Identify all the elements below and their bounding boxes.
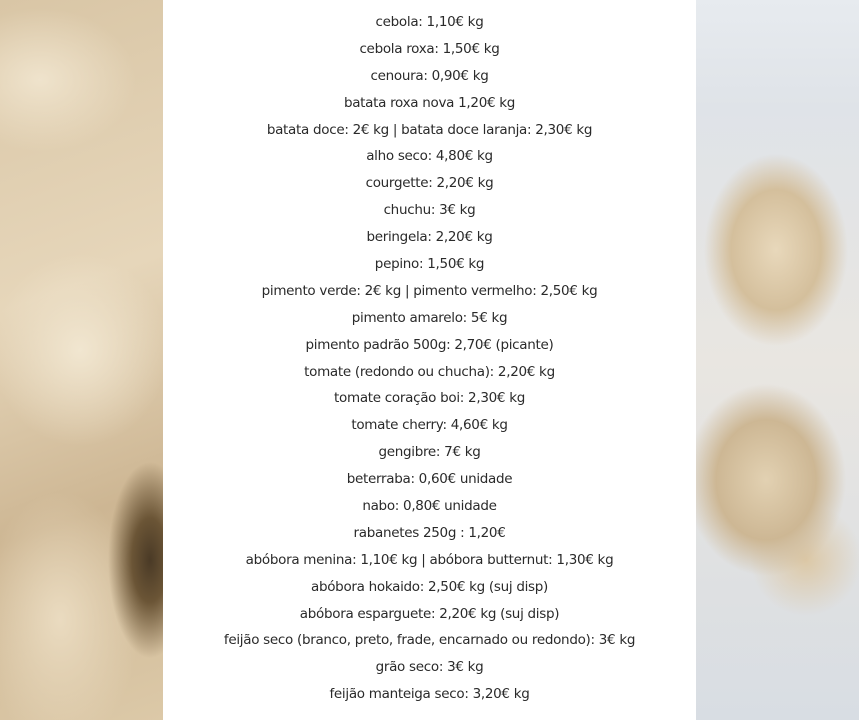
price-list-item: nabo: 0,80€ unidade (362, 498, 497, 515)
price-list-item: pepino: 1,50€ kg (374, 256, 485, 273)
price-list-item: cenoura: 0,90€ kg (370, 67, 489, 84)
price-list-item: tomate (redondo ou chucha): 2,20€ kg (304, 363, 555, 380)
price-list-item: pimento verde: 2€ kg | pimento vermelho: 2,50€ kg (261, 282, 598, 299)
ginger-background-image-right (696, 0, 859, 720)
price-list-item: tomate cherry: 4,60€ kg (351, 417, 508, 434)
price-list-item: beterraba: 0,60€ unidade (346, 471, 513, 488)
price-list-item: chuchu: 3€ kg (383, 202, 476, 219)
price-list-item: cebola: 1,10€ kg (375, 14, 484, 30)
price-list-item: grão seco: 3€ kg (375, 659, 484, 676)
price-list-item: gengibre: 7€ kg (378, 444, 481, 461)
price-list-item: pimento amarelo: 5€ kg (351, 309, 508, 326)
price-list-item: abóbora hokaido: 2,50€ kg (suj disp) (310, 578, 549, 595)
price-list-item: batata roxa nova 1,20€ kg (343, 94, 516, 111)
price-list (163, 9, 696, 708)
price-list-item: feijão manteiga seco: 3,20€ kg (329, 686, 530, 703)
ginger-background-image-left (0, 0, 163, 720)
price-list-item: feijão seco (branco, preto, frade, encarnado ou redondo): 3€ kg (223, 632, 636, 649)
price-list-item: rabanetes 250g : 1,20€ (353, 524, 506, 541)
price-list-item: tomate coração boi: 2,30€ kg (334, 390, 525, 407)
price-list-item: abóbora menina: 1,10€ kg | abóbora butternut: 1,30€ kg (245, 551, 614, 568)
price-list-item: batata doce: 2€ kg | batata doce laranja: 2,30€ kg (266, 121, 593, 138)
price-list-item: abóbora esparguete: 2,20€ kg (suj disp) (299, 605, 560, 622)
price-list-panel (163, 0, 696, 720)
price-list-item: courgette: 2,20€ kg (365, 175, 494, 192)
price-list-item: alho seco: 4,80€ kg (366, 148, 493, 165)
price-list-item: cebola roxa: 1,50€ kg (359, 40, 500, 57)
price-list-item: beringela: 2,20€ kg (366, 229, 493, 246)
price-list-item: pimento padrão 500g: 2,70€ (picante) (305, 336, 554, 353)
